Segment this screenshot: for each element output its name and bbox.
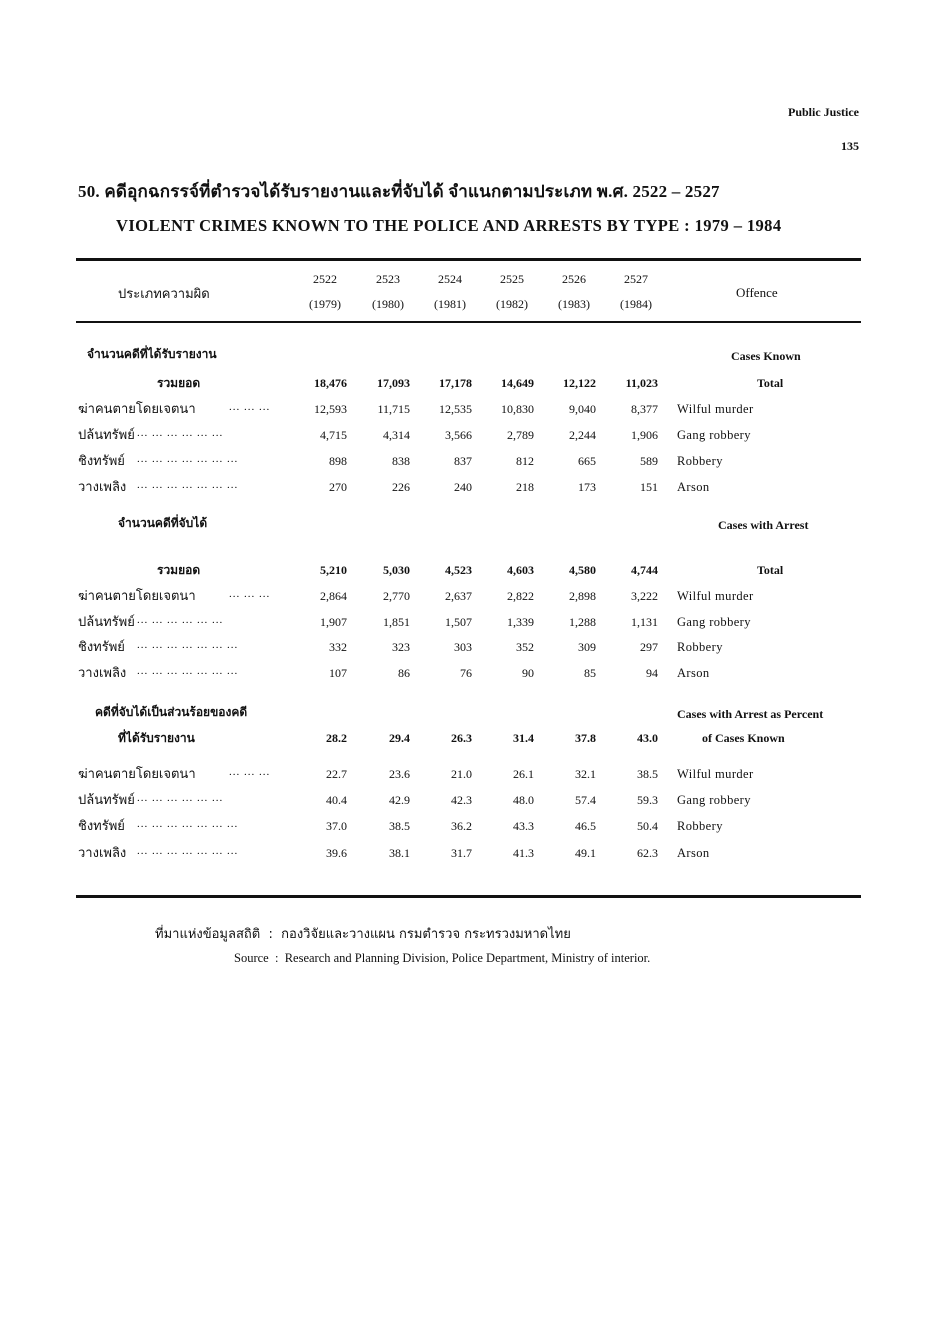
source-separator: : xyxy=(268,927,273,942)
table-cell-value: 37.0 xyxy=(326,819,347,833)
header-year-ce: (1981) xyxy=(434,297,466,311)
table-cell-value: 2,898 xyxy=(569,589,596,603)
table-number: 50. xyxy=(78,182,100,201)
percent-total-value: 37.8 xyxy=(575,731,596,745)
percent-total-value: 31.4 xyxy=(513,731,534,745)
table-cell-value: 90 xyxy=(522,666,534,680)
table-cell-value: 332 xyxy=(329,640,347,654)
table-cell-value: 4,580 xyxy=(569,563,596,577)
header-year-be: 2524 xyxy=(438,272,462,286)
row-leader-dots: ... ... ... xyxy=(229,401,271,413)
table-cell-value: 50.4 xyxy=(637,819,658,833)
row-label-english: Total xyxy=(757,376,784,390)
row-leader-dots: ... ... ... ... ... ... ... xyxy=(137,665,239,677)
row-label-english: Robbery xyxy=(677,819,723,833)
title-thai-text: คดีอุกฉกรรจ์ที่ตำรวจได้รับรายงานและที่จับได้ จำแนกตามประเภท พ.ศ. 2522 – 2527 xyxy=(104,182,720,201)
table-cell-value: 41.3 xyxy=(513,846,534,860)
table-cell-value: 4,744 xyxy=(631,563,658,577)
running-head: Public Justice xyxy=(788,105,859,119)
table-cell-value: 2,770 xyxy=(383,589,410,603)
table-cell-value: 38.5 xyxy=(389,819,410,833)
table-cell-value: 838 xyxy=(392,454,410,468)
table-cell-value: 352 xyxy=(516,640,534,654)
row-label-thai: ชิงทรัพย์ xyxy=(78,454,125,469)
table-cell-value: 76 xyxy=(460,666,472,680)
source-english-label: Source xyxy=(234,951,269,965)
row-label-thai: ปล้นทรัพย์ xyxy=(78,615,135,630)
row-leader-dots: ... ... ... ... ... ... ... xyxy=(137,639,239,651)
section-title-thai: จำนวนคดีที่จับได้ xyxy=(118,516,208,530)
table-cell-value: 1,131 xyxy=(631,615,658,629)
row-label-thai: รวมยอด xyxy=(157,563,201,577)
row-label-thai: ฆ่าคนตายโดยเจตนา xyxy=(78,767,196,782)
row-leader-dots: ... ... ... ... ... ... ... xyxy=(137,453,239,465)
row-label-english: Wilful murder xyxy=(677,767,754,781)
row-label-thai: ฆ่าคนตายโดยเจตนา xyxy=(78,589,196,604)
section-title-english: Cases Known xyxy=(731,349,801,363)
table-cell-value: 17,093 xyxy=(377,376,410,390)
table-cell-value: 812 xyxy=(516,454,534,468)
percent-total-value: 29.4 xyxy=(389,731,410,745)
table-cell-value: 10,830 xyxy=(501,402,534,416)
table-cell-value: 297 xyxy=(640,640,658,654)
row-leader-dots: ... ... ... ... ... ... ... xyxy=(137,479,239,491)
table-cell-value: 173 xyxy=(578,480,596,494)
table-cell-value: 107 xyxy=(329,666,347,680)
row-label-thai: ฆ่าคนตายโดยเจตนา xyxy=(78,402,196,417)
table-cell-value: 2,864 xyxy=(320,589,347,603)
percent-total-value: 26.3 xyxy=(451,731,472,745)
header-year-ce: (1980) xyxy=(372,297,404,311)
table-cell-value: 62.3 xyxy=(637,846,658,860)
row-label-english: Robbery xyxy=(677,640,723,654)
source-thai-text: กองวิจัยและวางแผน กรมตำรวจ กระทรวงมหาดไทย xyxy=(281,927,571,942)
section-title-english: Cases with Arrest xyxy=(718,518,809,532)
table-cell-value: 23.6 xyxy=(389,767,410,781)
section-title-thai: คดีที่จับได้เป็นส่วนร้อยของคดี xyxy=(95,705,248,719)
table-cell-value: 323 xyxy=(392,640,410,654)
table-cell-value: 4,523 xyxy=(445,563,472,577)
table-cell-value: 85 xyxy=(584,666,596,680)
table-cell-value: 11,023 xyxy=(625,376,658,390)
row-label-english: Arson xyxy=(677,846,710,860)
table-cell-value: 1,507 xyxy=(445,615,472,629)
table-cell-value: 1,339 xyxy=(507,615,534,629)
table-cell-value: 48.0 xyxy=(513,793,534,807)
table-cell-value: 46.5 xyxy=(575,819,596,833)
table-cell-value: 2,244 xyxy=(569,428,596,442)
table-cell-value: 38.5 xyxy=(637,767,658,781)
table-cell-value: 2,822 xyxy=(507,589,534,603)
row-label-thai: ชิงทรัพย์ xyxy=(78,640,125,655)
row-label-english: Wilful murder xyxy=(677,402,754,416)
header-offence-label: Offence xyxy=(736,285,778,300)
row-leader-dots: ... ... ... xyxy=(229,766,271,778)
row-label-english: Gang robbery xyxy=(677,793,751,807)
section-title-english-line2: of Cases Known xyxy=(702,731,785,745)
table-cell-value: 22.7 xyxy=(326,767,347,781)
row-label-thai: วางเพลิง xyxy=(78,666,127,681)
table-cell-value: 1,907 xyxy=(320,615,347,629)
table-cell-value: 38.1 xyxy=(389,846,410,860)
table-cell-value: 4,603 xyxy=(507,563,534,577)
table-cell-value: 303 xyxy=(454,640,472,654)
table-cell-value: 1,288 xyxy=(569,615,596,629)
table-title-thai xyxy=(78,178,720,205)
table-cell-value: 240 xyxy=(454,480,472,494)
table-cell-value: 86 xyxy=(398,666,410,680)
table-cell-value: 42.9 xyxy=(389,793,410,807)
table-cell-value: 12,535 xyxy=(439,402,472,416)
table-cell-value: 4,314 xyxy=(383,428,410,442)
table-cell-value: 12,122 xyxy=(563,376,596,390)
table-cell-value: 3,222 xyxy=(631,589,658,603)
row-label-thai: วางเพลิง xyxy=(78,846,127,861)
header-year-ce: (1983) xyxy=(558,297,590,311)
row-label-thai: ชิงทรัพย์ xyxy=(78,819,125,834)
table-cell-value: 2,789 xyxy=(507,428,534,442)
row-label-thai: ปล้นทรัพย์ xyxy=(78,428,135,443)
source-english xyxy=(234,951,650,966)
header-year-ce: (1984) xyxy=(620,297,652,311)
row-label-thai: ปล้นทรัพย์ xyxy=(78,793,135,808)
table-cell-value: 32.1 xyxy=(575,767,596,781)
table-cell-value: 57.4 xyxy=(575,793,596,807)
table-cell-value: 665 xyxy=(578,454,596,468)
row-label-english: Total xyxy=(757,563,784,577)
header-year-ce: (1979) xyxy=(309,297,341,311)
table-cell-value: 43.3 xyxy=(513,819,534,833)
section-title-thai-line2: ที่ได้รับรายงาน xyxy=(118,731,195,745)
table-cell-value: 898 xyxy=(329,454,347,468)
table-cell-value: 18,476 xyxy=(314,376,347,390)
row-label-english: Arson xyxy=(677,666,710,680)
table-cell-value: 589 xyxy=(640,454,658,468)
table-cell-value: 42.3 xyxy=(451,793,472,807)
bottom-rule xyxy=(76,895,861,898)
table-cell-value: 17,178 xyxy=(439,376,472,390)
table-cell-value: 94 xyxy=(646,666,658,680)
source-thai xyxy=(155,923,571,944)
section-title-thai: จำนวนคดีที่ได้รับรายงาน xyxy=(87,347,217,361)
table-cell-value: 2,637 xyxy=(445,589,472,603)
table-cell-value: 5,030 xyxy=(383,563,410,577)
section-title-english: Cases with Arrest as Percent xyxy=(677,707,824,721)
source-thai-label: ที่มาแห่งข้อมูลสถิติ xyxy=(155,927,261,942)
header-year-be: 2525 xyxy=(500,272,524,286)
table-cell-value: 218 xyxy=(516,480,534,494)
header-rule xyxy=(76,321,861,323)
table-title-english: VIOLENT CRIMES KNOWN TO THE POLICE AND ARRESTS BY TYPE : 1979 – 1984 xyxy=(116,216,782,235)
table-cell-value: 270 xyxy=(329,480,347,494)
table-cell-value: 26.1 xyxy=(513,767,534,781)
table-cell-value: 59.3 xyxy=(637,793,658,807)
row-label-english: Gang robbery xyxy=(677,428,751,442)
row-label-english: Gang robbery xyxy=(677,615,751,629)
page-number: 135 xyxy=(841,139,859,153)
top-rule xyxy=(76,258,861,261)
table-cell-value: 5,210 xyxy=(320,563,347,577)
row-leader-dots: ... ... ... ... ... ... xyxy=(137,614,224,626)
row-leader-dots: ... ... ... xyxy=(229,588,271,600)
table-cell-value: 49.1 xyxy=(575,846,596,860)
table-cell-value: 11,715 xyxy=(377,402,410,416)
percent-total-value: 28.2 xyxy=(326,731,347,745)
source-english-text: Research and Planning Division, Police Department, Ministry of interior. xyxy=(284,951,651,965)
header-thai-label: ประเภทความผิด xyxy=(118,287,210,302)
table-cell-value: 837 xyxy=(454,454,472,468)
row-leader-dots: ... ... ... ... ... ... ... xyxy=(137,818,239,830)
row-label-thai: วางเพลิง xyxy=(78,480,127,495)
table-cell-value: 8,377 xyxy=(631,402,658,416)
table-cell-value: 226 xyxy=(392,480,410,494)
header-year-be: 2523 xyxy=(376,272,400,286)
percent-total-value: 43.0 xyxy=(637,731,658,745)
header-year-be: 2526 xyxy=(562,272,586,286)
table-cell-value: 4,715 xyxy=(320,428,347,442)
table-cell-value: 40.4 xyxy=(326,793,347,807)
header-year-be: 2527 xyxy=(624,272,648,286)
table-cell-value: 36.2 xyxy=(451,819,472,833)
table-cell-value: 1,851 xyxy=(383,615,410,629)
row-label-english: Wilful murder xyxy=(677,589,754,603)
row-leader-dots: ... ... ... ... ... ... ... xyxy=(137,845,239,857)
table-cell-value: 31.7 xyxy=(451,846,472,860)
table-cell-value: 309 xyxy=(578,640,596,654)
table-cell-value: 9,040 xyxy=(569,402,596,416)
table-cell-value: 151 xyxy=(640,480,658,494)
row-leader-dots: ... ... ... ... ... ... xyxy=(137,792,224,804)
header-year-be: 2522 xyxy=(313,272,337,286)
row-label-thai: รวมยอด xyxy=(157,376,201,390)
row-label-english: Arson xyxy=(677,480,710,494)
table-cell-value: 3,566 xyxy=(445,428,472,442)
table-cell-value: 14,649 xyxy=(501,376,534,390)
table-cell-value: 21.0 xyxy=(451,767,472,781)
source-separator-en: : xyxy=(274,951,279,965)
row-label-english: Robbery xyxy=(677,454,723,468)
table-cell-value: 39.6 xyxy=(326,846,347,860)
row-leader-dots: ... ... ... ... ... ... xyxy=(137,427,224,439)
table-cell-value: 1,906 xyxy=(631,428,658,442)
header-year-ce: (1982) xyxy=(496,297,528,311)
table-cell-value: 12,593 xyxy=(314,402,347,416)
